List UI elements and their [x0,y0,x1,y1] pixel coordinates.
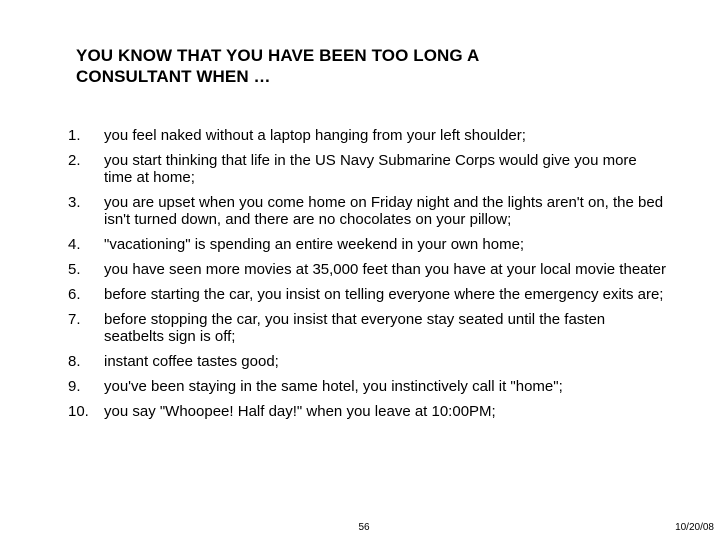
list-item [68,403,668,420]
list-item [68,236,668,253]
slide-title-line-2: CONSULTANT WHEN … [76,67,271,86]
list-item-number: 6. [68,286,81,303]
slide-title [76,45,676,87]
list-item-text: before stopping the car, you insist that everyone stay seated until the fasten seatbelts sign is off; [104,311,606,345]
list-item [68,194,668,228]
list-item [68,261,668,278]
list-item-number: 1. [68,127,81,144]
list-item-number: 2. [68,152,81,169]
list-item [68,152,668,186]
slide-title-line-1: YOU KNOW THAT YOU HAVE BEEN TOO LONG A [76,46,480,65]
list-item-number: 10. [68,403,89,420]
list-item-text: before starting the car, you insist on telling everyone where the emergency exits are; [104,286,664,303]
numbered-list [68,127,668,428]
list-item-text: you say "Whoopee! Half day!" when you leave at 10:00PM; [104,403,496,420]
list-item-number: 3. [68,194,81,211]
list-item-number: 8. [68,353,81,370]
list-item [68,311,668,345]
list-item-text: instant coffee tastes good; [104,353,279,370]
list-item-text: you have seen more movies at 35,000 feet than you have at your local movie theater [104,261,667,278]
list-item [68,353,668,370]
list-item [68,378,668,395]
list-item-text: you start thinking that life in the US Navy Submarine Corps would give you more time at home; [104,152,637,186]
list-item [68,286,668,303]
list-item-number: 5. [68,261,81,278]
footer-date: 10/20/08 [675,522,714,533]
list-item [68,127,668,144]
list-item-number: 9. [68,378,81,395]
list-item-text: "vacationing" is spending an entire weekend in your own home; [104,236,525,253]
page-number: 56 [358,522,370,533]
list-item-number: 4. [68,236,81,253]
list-item-text: you feel naked without a laptop hanging from your left shoulder; [104,127,526,144]
list-item-number: 7. [68,311,81,328]
list-item-text: you are upset when you come home on Friday night and the lights aren't on, the bed isn't turned down, and there are no chocolates on your pillow; [104,194,664,228]
list-item-text: you've been staying in the same hotel, you instinctively call it "home"; [104,378,563,395]
